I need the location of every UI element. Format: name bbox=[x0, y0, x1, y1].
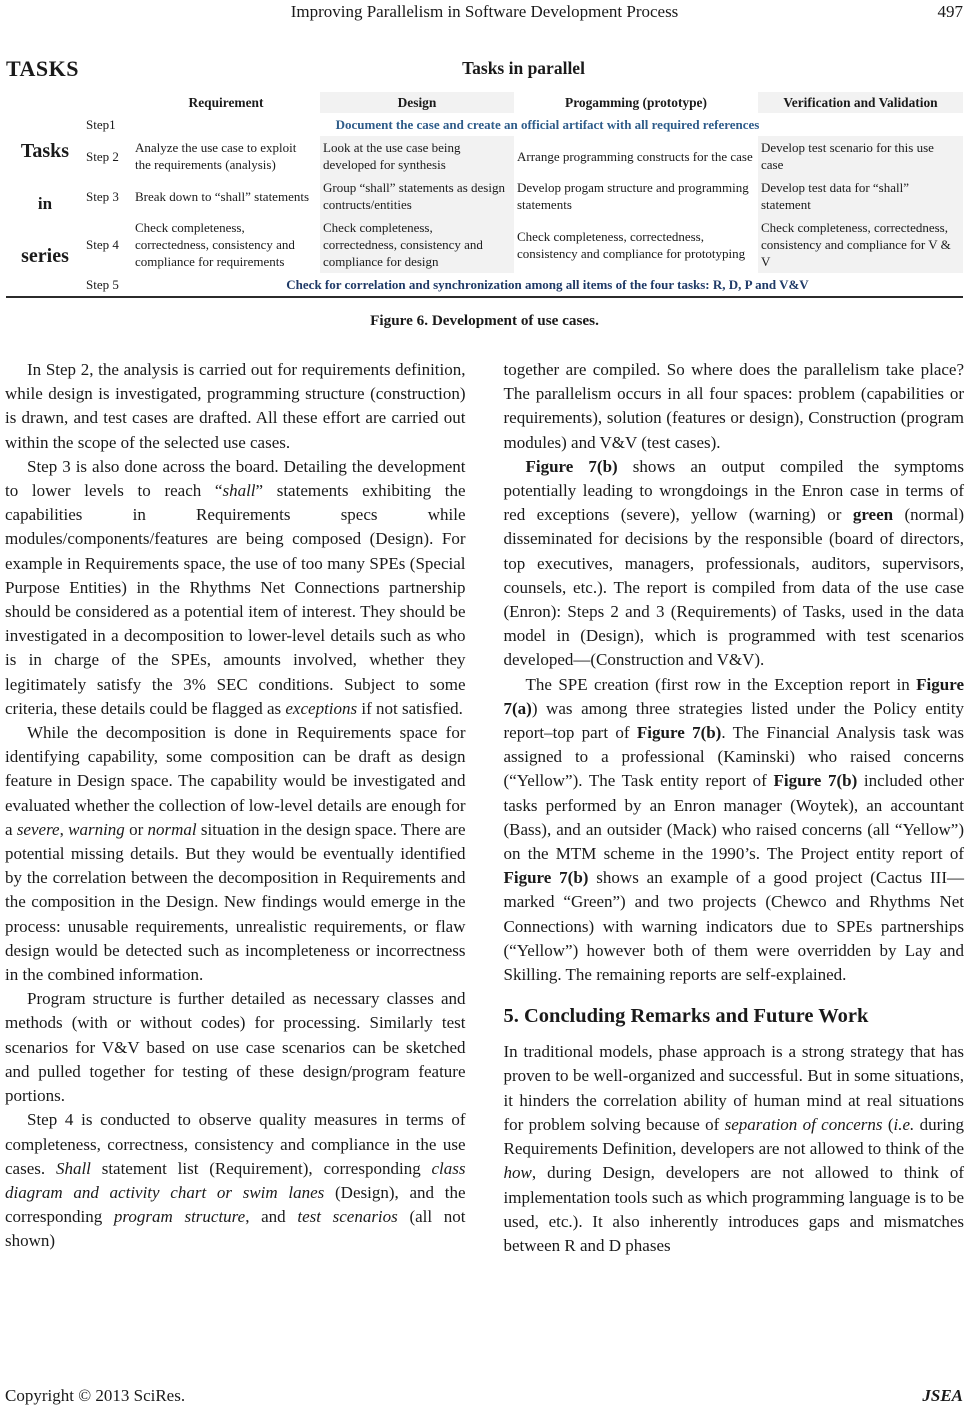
article-body bbox=[0, 358, 969, 1258]
paragraph: Program structure is further detailed as necessary classes and methods (with or without codes) for processing. Similarly test scenarios for V&V based on use case scenarios can be sketched and pulled together for testing of these design/program feature portions. bbox=[5, 989, 466, 1106]
journal-abbreviation: JSEA bbox=[922, 1386, 963, 1405]
step4-design-cell: Check completeness, correctedness, consistency and compliance for design bbox=[320, 216, 514, 273]
step3-vv-cell: Develop test data for “shall” statement bbox=[758, 176, 963, 216]
step2-design-cell: Look at the use case being developed for synthesis bbox=[320, 136, 514, 176]
tasks-in-series-label bbox=[6, 92, 84, 296]
step2-requirement-cell: Analyze the use case to exploit the requirements (analysis) bbox=[135, 140, 297, 172]
right-column bbox=[504, 358, 965, 1258]
paragraph: While the decomposition is done in Requirements space for identifying capability, some composition can be draft as design feature in Design space. The capability would be investigated and evaluated whether the collection of low-level details are enough for a severe, warning or normal situation in the design space. There are potential missing details. But they would be eventually identified by the correlation between the decomposition in Requirements and the composition in the Design. New findings would emerge in the process: unusable requirements, unrealistic requirements, or flaw design would be detected such as incompleteness or incorrectness in the combined information. bbox=[5, 723, 466, 985]
running-title: Improving Parallelism in Software Development Process bbox=[290, 2, 679, 21]
step3-requirement-cell: Break down to “shall” statements bbox=[135, 188, 310, 204]
step4-vv-cell: Check completeness, correctedness, consistency and compliance for V & V bbox=[758, 216, 963, 273]
copyright-notice: Copyright © 2013 SciRes. bbox=[5, 1386, 186, 1405]
figure-6 bbox=[0, 56, 969, 330]
step5-label: Step 5 bbox=[86, 277, 119, 292]
task-table bbox=[6, 92, 963, 298]
figure-titles bbox=[6, 56, 963, 82]
series-word-1: Tasks bbox=[20, 140, 70, 162]
series-word-3: series bbox=[21, 245, 69, 267]
page-footer bbox=[0, 1386, 969, 1414]
step3-label: Step 3 bbox=[86, 188, 119, 204]
page-number: 497 bbox=[937, 2, 963, 21]
paragraph: The SPE creation (first row in the Exception report in Figure 7(a)) was among three strategies listed under the Policy entity report–top part of Figure 7(b). The Financial Analysis task was assigned to a professional (Kaminski) who raised concerns (“Yellow”). The Task entity report of Figure 7(b) included other tasks performed by an Enron manager (Woytek), an accountant (Bass), and an outsider (Mack) who raised concerns (all “Yellow”) on the MTM scheme in the 1990’s. The Project entity report of Figure 7(b) shows an example of a good project (Cactus III—marked “Green”) and two projects (Chewco and Rhythms Net Connections) with warning indicators due to SPEs partnerships (“Yellow”) however both of them were overridden by Lay and Skilling. The remaining reports are self-explained. bbox=[503, 674, 964, 985]
task-table-grid bbox=[84, 92, 963, 296]
tasks-series-title: TASKS bbox=[6, 56, 80, 81]
figure-6-caption: Figure 6. Development of use cases. bbox=[370, 312, 599, 329]
step4-label: Step 4 bbox=[86, 237, 119, 252]
series-word-2: in bbox=[37, 194, 53, 213]
paragraph: In Step 2, the analysis is carried out for requirements definition, while design is investigated, programming structure (construction) is drawn, and test cases are drafted. All these effort are carried out within the scope of the selected use cases. bbox=[5, 360, 466, 452]
column-header-requirement: Requirement bbox=[188, 95, 264, 110]
paragraph: Step 4 is conducted to observe quality measures in terms of completeness, correctness, consistency and compliance in the use cases. Shall statement list (Requirement), corresponding class diagram and activity chart or swim lanes (Design), and the corresponding program structure, and test scenarios (all not shown) bbox=[5, 1110, 466, 1251]
step3-design-cell: Group “shall” statements as design contructs/entities bbox=[320, 176, 514, 216]
paragraph: Step 3 is also done across the board. Detailing the development to lower levels to reach “shall” statements exhibiting the capabilities in Requirements specs while modules/components/features are being composed (Design). For example in Requirements space, the use of too many SPEs (Special Purpose Entities) in the Rhythms Net Connections partnership should be considered as a potential item of interest. They should be investigated in a decomposition to lower-level details such as who is in charge of the SPEs, amounts involved, whether they legitimately satisfy the 3% SEC conditions. Subject to some criteria, these details could be flagged as exceptions if not satisfied. bbox=[5, 456, 466, 718]
paragraph: together are compiled. So where does the parallelism take place? The parallelism occurs in all four spaces: problem (capabilities or requirements), solution (features or design), Construction (program modules) and V&V (test cases). bbox=[503, 360, 964, 452]
step2-label: Step 2 bbox=[86, 148, 119, 164]
tasks-parallel-title: Tasks in parallel bbox=[462, 58, 585, 78]
column-header-vv: Verification and Validation bbox=[758, 92, 963, 113]
step3-programming-cell: Develop progam structure and programming statements bbox=[517, 180, 749, 212]
paragraph: Figure 7(b) shows an output compiled the symptoms potentially leading to wrongdoings in the Enron case in terms of red exceptions (severe), yellow (warning) or green (normal) disseminated for decisions by the responsible (board of directors, top executives, managers, professionals, auditors, supervisors, counsels, etc.). The report is compiled from data of the use case (Enron): Steps 2 and 3 (Requirements) of Tasks, used in the data model in (Design), which is programmed with test scenarios developed—(Construction and V&V). bbox=[503, 456, 964, 670]
step4-requirement-cell: Check completeness, correctedness, consistency and compliance for requirements bbox=[135, 220, 295, 269]
page-header bbox=[0, 0, 969, 22]
column-header-programming: Progamming (prototype) bbox=[565, 95, 707, 110]
step2-vv-cell: Develop test scenario for this use case bbox=[758, 136, 963, 176]
step5-span-cell: Check for correlation and synchronization among all items of the four tasks: R, D, P and V&V bbox=[286, 276, 809, 292]
step4-programming-cell: Check completeness, correctedness, consistency and compliance for prototyping bbox=[517, 228, 746, 261]
section-heading-concluding-remarks: 5. Concluding Remarks and Future Work bbox=[503, 1005, 869, 1028]
paragraph: In traditional models, phase approach is a strong strategy that has proven to be well-organized and successful. But in some situations, it hinders the correlation ability of human mind at real situations for problem solving because of separation of concerns (i.e. during Requirements Definition, developers are not allowed to think of the how, during Design, developers are not allowed to think of implementation tools such as which programming language is to be used, etc.). It also inherently introduces gaps and mismatches between R and D phases bbox=[503, 1042, 964, 1255]
step2-programming-cell: Arrange programming constructs for the case bbox=[517, 148, 753, 164]
left-column bbox=[5, 358, 466, 1258]
column-header-design: Design bbox=[320, 92, 514, 113]
header-spacer bbox=[84, 92, 132, 113]
step1-span-cell: Document the case and create an official artifact with all required references bbox=[335, 116, 760, 132]
step1-label: Step1 bbox=[86, 117, 116, 132]
